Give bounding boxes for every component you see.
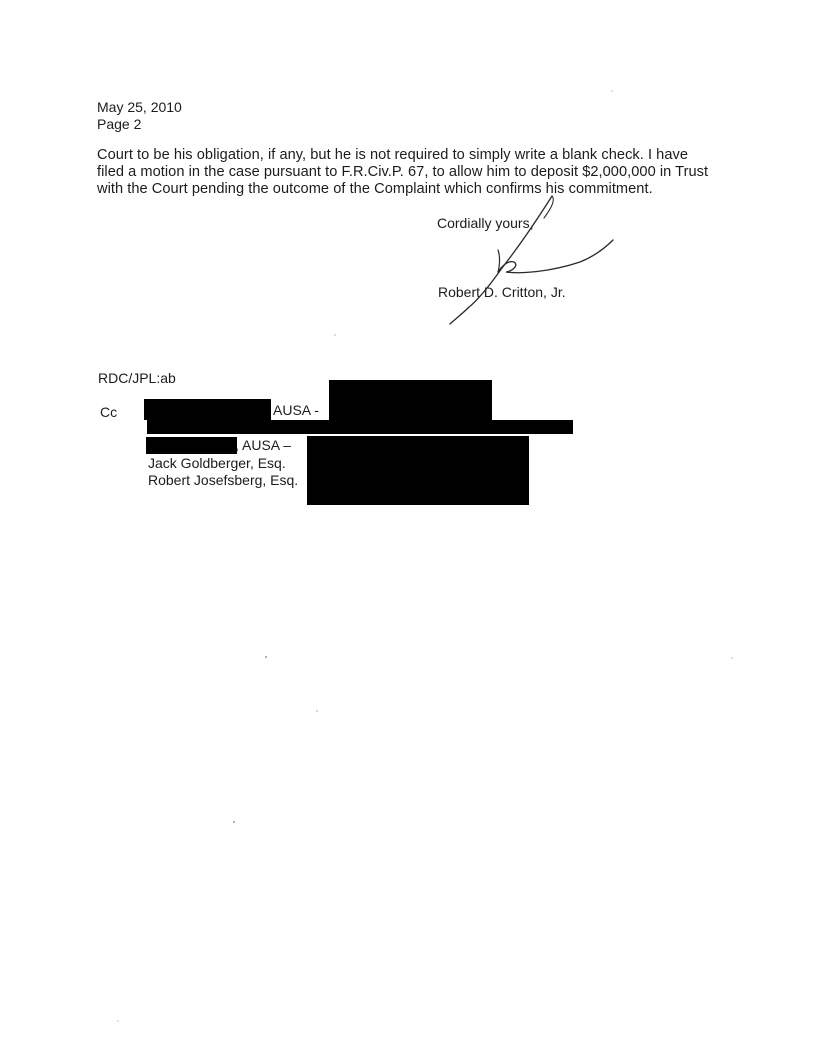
scan-speck [233,821,235,823]
typist-initials: RDC/JPL:ab [98,370,176,386]
redaction-cc1-contact [329,380,492,420]
scan-speck [334,334,336,336]
page-number: Page 2 [97,116,142,132]
handwritten-signature [440,190,630,330]
redaction-cc3-contact [307,436,529,505]
closing-salutation: Cordially yours, [437,215,534,231]
body-line-2: filed a motion in the case pursuant to F.R.Civ.P. 67, to allow him to deposit $2,000,000 in Trust [97,164,709,180]
body-line-1: Court to be his obligation, if any, but he is not required to simply write a blank check. I have [97,147,689,163]
scan-speck [265,656,267,658]
cc-entry-3: Jack Goldberger, Esq. [148,455,286,471]
scan-speck [316,710,318,712]
cc-entry-1: AUSA - [273,402,319,418]
cc-label: Cc [100,404,118,420]
letter-date: May 25, 2010 [97,99,182,115]
signer-name: Robert D. Critton, Jr. [438,284,566,300]
cc-entry-4: Robert Josefsberg, Esq. [148,472,299,488]
redaction-cc1-name [144,399,271,420]
scan-speck [611,90,613,92]
scan-speck [731,657,733,659]
scan-speck [117,1020,119,1022]
redaction-cc3-name [146,437,237,454]
body-line-3: with the Court pending the outcome of the Complaint which confirms his commitment. [97,181,653,197]
cc-entry-2: , AUSA – [235,437,292,453]
redaction-cc2-line [147,420,573,434]
